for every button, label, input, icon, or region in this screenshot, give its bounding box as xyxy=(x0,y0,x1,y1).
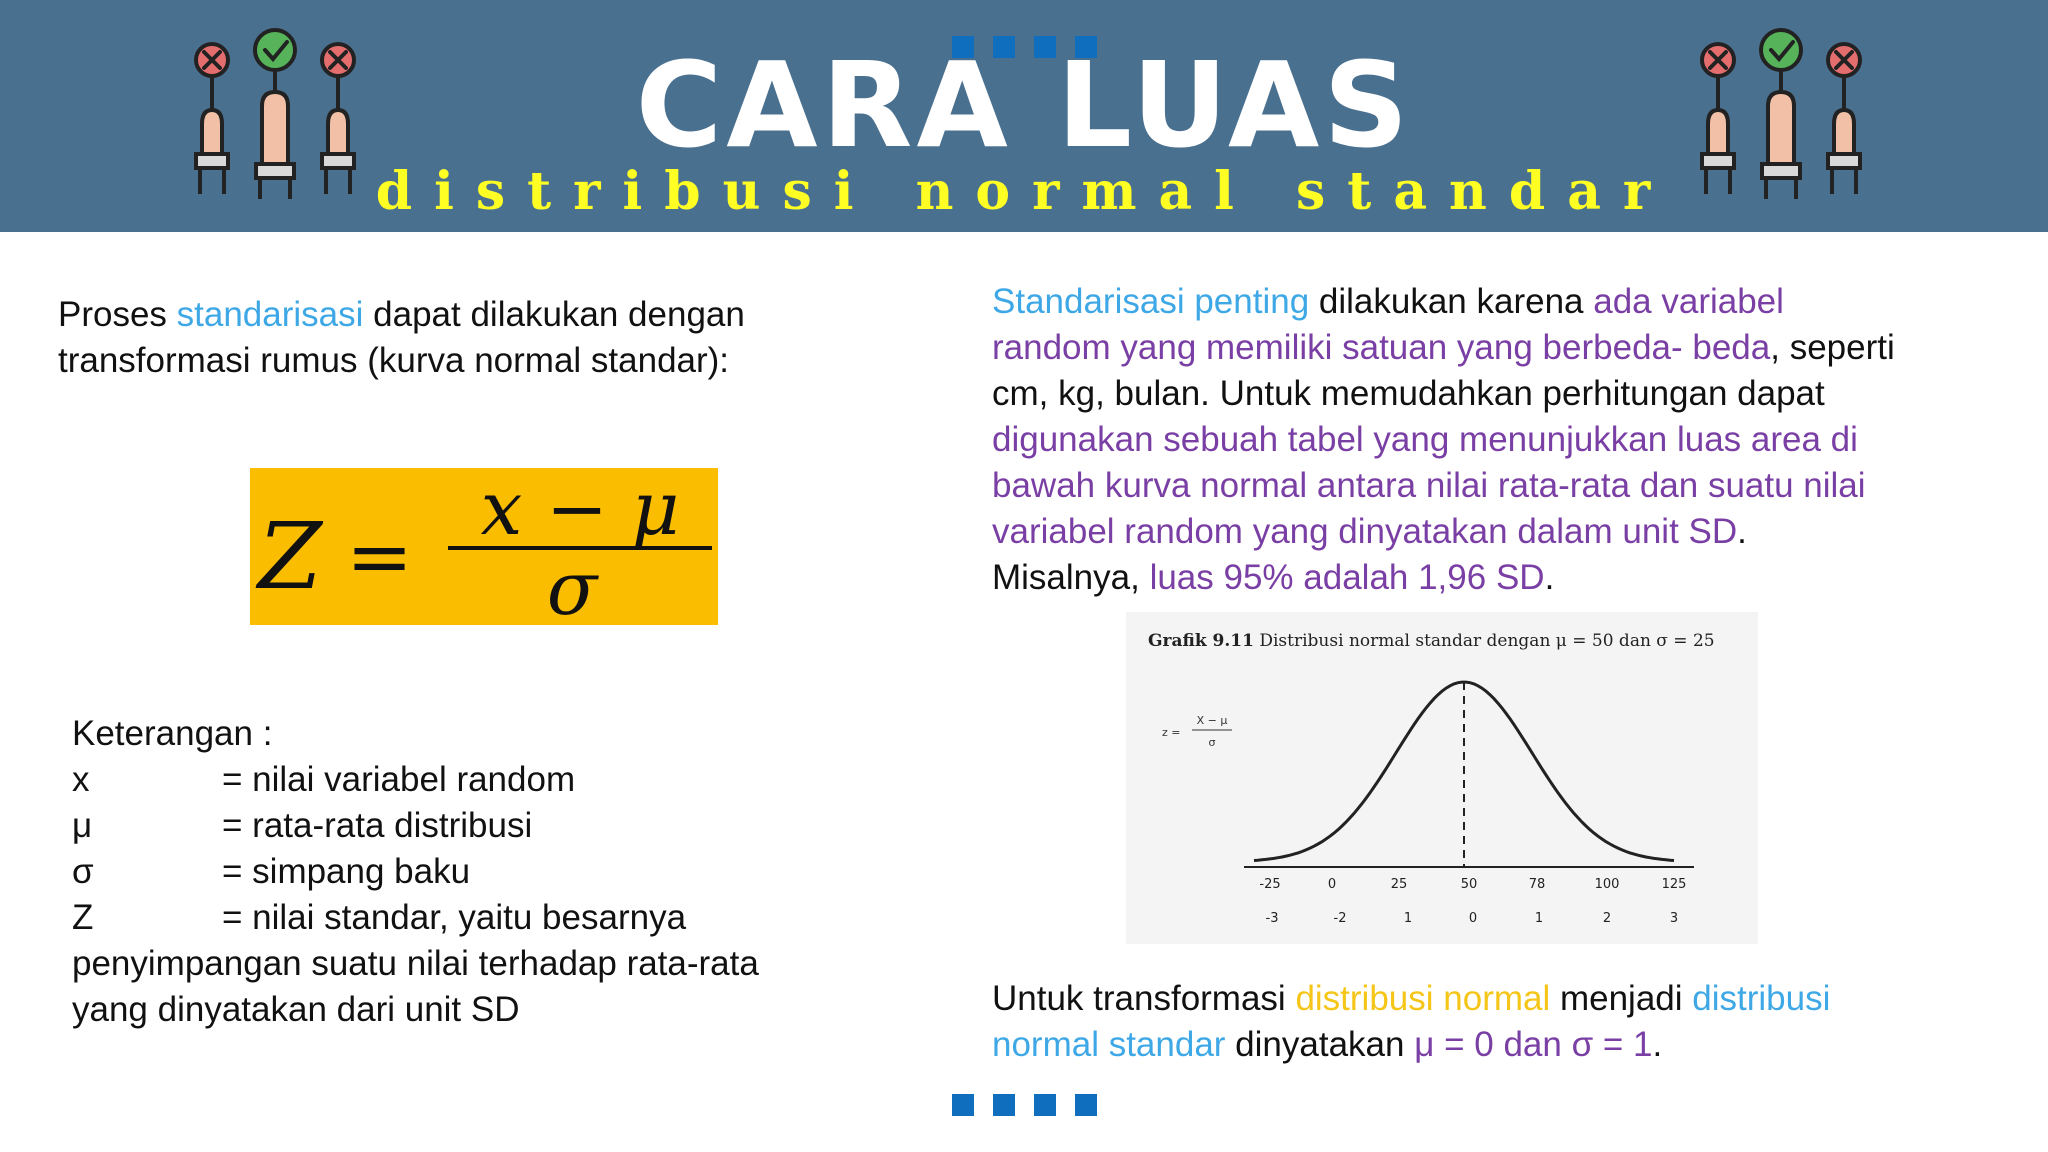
page-subtitle: distribusi normal standar xyxy=(375,161,1673,222)
x-tick-label: 125 xyxy=(1661,877,1687,892)
legend-item xyxy=(72,757,575,803)
z-tick-label: 2 xyxy=(1602,911,1612,926)
para-text: . xyxy=(1544,558,1555,597)
z-tick-label: 0 xyxy=(1468,911,1478,926)
voting-hands-icon xyxy=(180,14,380,214)
para-text: dilakukan karena xyxy=(1309,282,1594,321)
bottom-highlight: distribusi normal xyxy=(1295,979,1551,1018)
legend-desc: = rata-rata distribusi xyxy=(222,806,533,845)
x-tick-label: 100 xyxy=(1594,877,1620,892)
bottom-highlight: μ = 0 dan σ = 1 xyxy=(1414,1025,1653,1064)
figure-formula-z: z = xyxy=(1162,726,1181,739)
formula-lhs: Z xyxy=(258,503,322,610)
z-tick-label: 1 xyxy=(1534,911,1544,926)
para-highlight: digunakan sebuah tabel yang menunjukkan luas area di xyxy=(992,420,1858,459)
formula-equals: = xyxy=(346,510,414,603)
formula-denominator: σ xyxy=(546,546,598,625)
para-highlight: Standarisasi penting xyxy=(992,282,1310,321)
legend-continuation: penyimpangan suatu nilai terhadap rata-rata xyxy=(72,944,759,983)
z-tick-label: 3 xyxy=(1669,911,1679,926)
intro-text-part: transformasi rumus (kurva normal standar): xyxy=(58,341,730,380)
legend-symbol: μ xyxy=(72,806,93,845)
x-tick-label: -25 xyxy=(1259,877,1281,892)
bottom-highlight: distribusi xyxy=(1692,979,1831,1018)
bottom-highlight: normal standar xyxy=(992,1025,1226,1064)
para-text: cm, kg, bulan. Untuk memudahkan perhitungan dapat xyxy=(992,374,1825,413)
x-tick-label: 0 xyxy=(1327,877,1337,892)
z-tick-label: 1 xyxy=(1403,911,1413,926)
legend-symbol: σ xyxy=(72,852,94,891)
figure-caption: Grafik 9.11 Distribusi normal standar dengan μ = 50 dan σ = 25 xyxy=(1148,631,1715,651)
intro-text-part: dapat dilakukan dengan xyxy=(363,295,745,334)
para-highlight: variabel random yang dinyatakan dalam unit SD xyxy=(992,512,1738,551)
voting-hands-icon xyxy=(1686,14,1886,214)
legend-desc: = nilai variabel random xyxy=(222,760,576,799)
decor-squares-bottom xyxy=(952,1094,1097,1116)
para-text: Misalnya, xyxy=(992,558,1150,597)
para-highlight: bawah kurva normal antara nilai rata-rata dan suatu nilai xyxy=(992,466,1866,505)
legend-item xyxy=(72,803,532,849)
normal-curve-graphic xyxy=(1126,612,1758,944)
explanation-paragraph xyxy=(992,279,2032,601)
para-highlight: ada variabel xyxy=(1593,282,1784,321)
figure-formula-denominator: σ xyxy=(1208,736,1216,749)
intro-text-part: Proses xyxy=(58,295,177,334)
x-tick-labels xyxy=(1259,877,1686,892)
bottom-text: dinyatakan xyxy=(1225,1025,1415,1064)
normal-curve-figure xyxy=(1126,612,1758,944)
x-tick-label: 25 xyxy=(1390,877,1408,892)
legend-item xyxy=(72,895,686,941)
formula-numerator: x − μ xyxy=(480,468,680,552)
z-tick-labels xyxy=(1266,911,1679,926)
bottom-text: Untuk transformasi xyxy=(992,979,1296,1018)
legend-desc: = nilai standar, yaitu besarnya xyxy=(222,898,687,937)
x-tick-label: 78 xyxy=(1528,877,1546,892)
page-title: CARA LUAS xyxy=(635,36,1413,174)
z-formula-box xyxy=(250,468,718,625)
bottom-sentence xyxy=(992,976,2032,1068)
z-tick-label: -3 xyxy=(1265,911,1279,926)
z-tick-label: -2 xyxy=(1333,911,1347,926)
legend-symbol: x xyxy=(72,760,90,799)
intro-highlight: standarisasi xyxy=(176,295,364,334)
intro-text xyxy=(58,292,858,384)
z-formula xyxy=(250,468,718,625)
para-text: , seperti xyxy=(1770,328,1895,367)
x-tick-label: 50 xyxy=(1460,877,1478,892)
figure-formula-numerator: X − μ xyxy=(1196,714,1228,727)
legend-continuation: yang dinyatakan dari unit SD xyxy=(72,990,520,1029)
bottom-text: menjadi xyxy=(1550,979,1693,1018)
legend-title: Keterangan : xyxy=(72,714,273,753)
legend-symbol: Z xyxy=(72,898,94,937)
para-text: . xyxy=(1737,512,1747,551)
para-highlight: luas 95% adalah 1,96 SD xyxy=(1149,558,1545,597)
bottom-text: . xyxy=(1652,1025,1663,1064)
para-highlight: random yang memiliki satuan yang berbeda- beda xyxy=(992,328,1771,367)
legend-item xyxy=(72,849,470,895)
legend-desc: = simpang baku xyxy=(222,852,471,891)
